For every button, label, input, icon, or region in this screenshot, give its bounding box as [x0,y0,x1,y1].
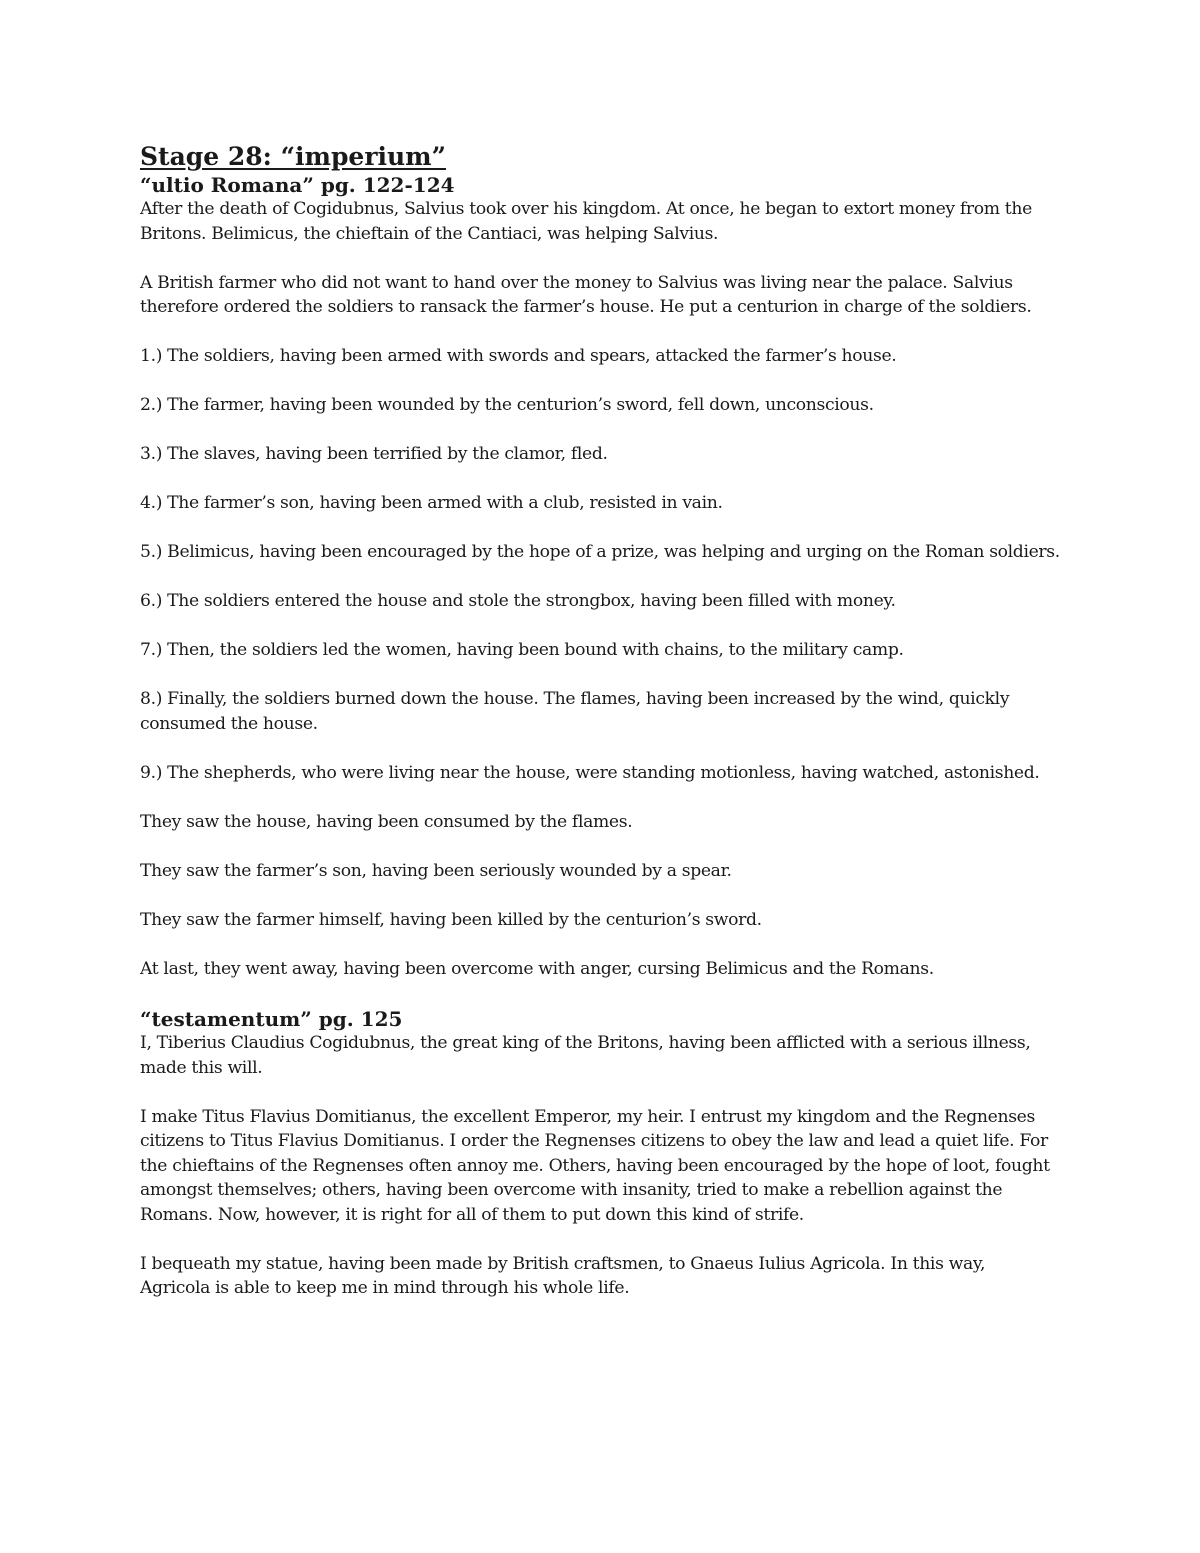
section-heading-ultio-romana: “ultio Romana” pg. 122-124 [140,173,455,197]
list-item: 7.) Then, the soldiers led the women, having been bound with chains, to the military camp. [140,640,904,660]
paragraph: They saw the farmer’s son, having been seriously wounded by a spear. [140,860,732,881]
section-heading-testamentum: “testamentum” pg. 125 [140,1007,403,1031]
list-item: 8.) Finally, the soldiers burned down the house. The flames, having been increased by the wind, quickly consumed the house. [140,689,1010,734]
list-item: 4.) The farmer’s son, having been armed with a club, resisted in vain. [140,493,723,513]
list-item: 9.) The shepherds, who were living near the house, were standing motionless, having watched, astonished. [140,762,1040,783]
paragraph: After the death of Cogidubnus, Salvius took over his kingdom. At once, he began to extort money from the Britons. Belimicus, the chieftain of the Cantiaci, was helping Salvius. [140,199,1032,244]
list-item: 3.) The slaves, having been terrified by the clamor, fled. [140,444,608,464]
paragraph: They saw the farmer himself, having been killed by the centurion’s sword. [140,909,762,930]
paragraph: At last, they went away, having been overcome with anger, cursing Belimicus and the Romans. [140,958,934,979]
page-title: Stage 28: “imperium” [140,142,447,171]
list-item: 2.) The farmer, having been wounded by the centurion’s sword, fell down, unconscious. [140,395,874,415]
list-item: 1.) The soldiers, having been armed with swords and spears, attacked the farmer’s house. [140,346,897,366]
paragraph: A British farmer who did not want to hand over the money to Salvius was living near the palace. Salvius therefore ordered the soldiers to ransack the farmer’s house. He put a centurion in charge of the soldiers. [140,272,1032,317]
paragraph: I, Tiberius Claudius Cogidubnus, the great king of the Britons, having been afflicted with a serious illness, made this will. [140,1033,1031,1078]
paragraph: I bequeath my statue, having been made by British craftsmen, to Gnaeus Iulius Agricola. In this way, Agricola is able to keep me in mind through his whole life. [140,1253,986,1298]
paragraph: I make Titus Flavius Domitianus, the excellent Emperor, my heir. I entrust my kingdom and the Regnenses citizens to Titus Flavius Domitianus. I order the Regnenses citizens to obey the law and lead a quiet life. For the chieftains of the Regnenses often annoy me. Others, having been encouraged by the hope of loot, fought amongst themselves; others, having been overcome with insanity, tried to make a rebellion against the Romans. Now, however, it is right for all of them to put down this kind of strife. [140,1106,1050,1225]
document-page [140,140,1060,1301]
list-item: 5.) Belimicus, having been encouraged by the hope of a prize, was helping and urging on the Roman soldiers. [140,542,1060,562]
paragraph: They saw the house, having been consumed by the flames. [140,811,633,832]
list-item: 6.) The soldiers entered the house and stole the strongbox, having been filled with money. [140,591,896,611]
